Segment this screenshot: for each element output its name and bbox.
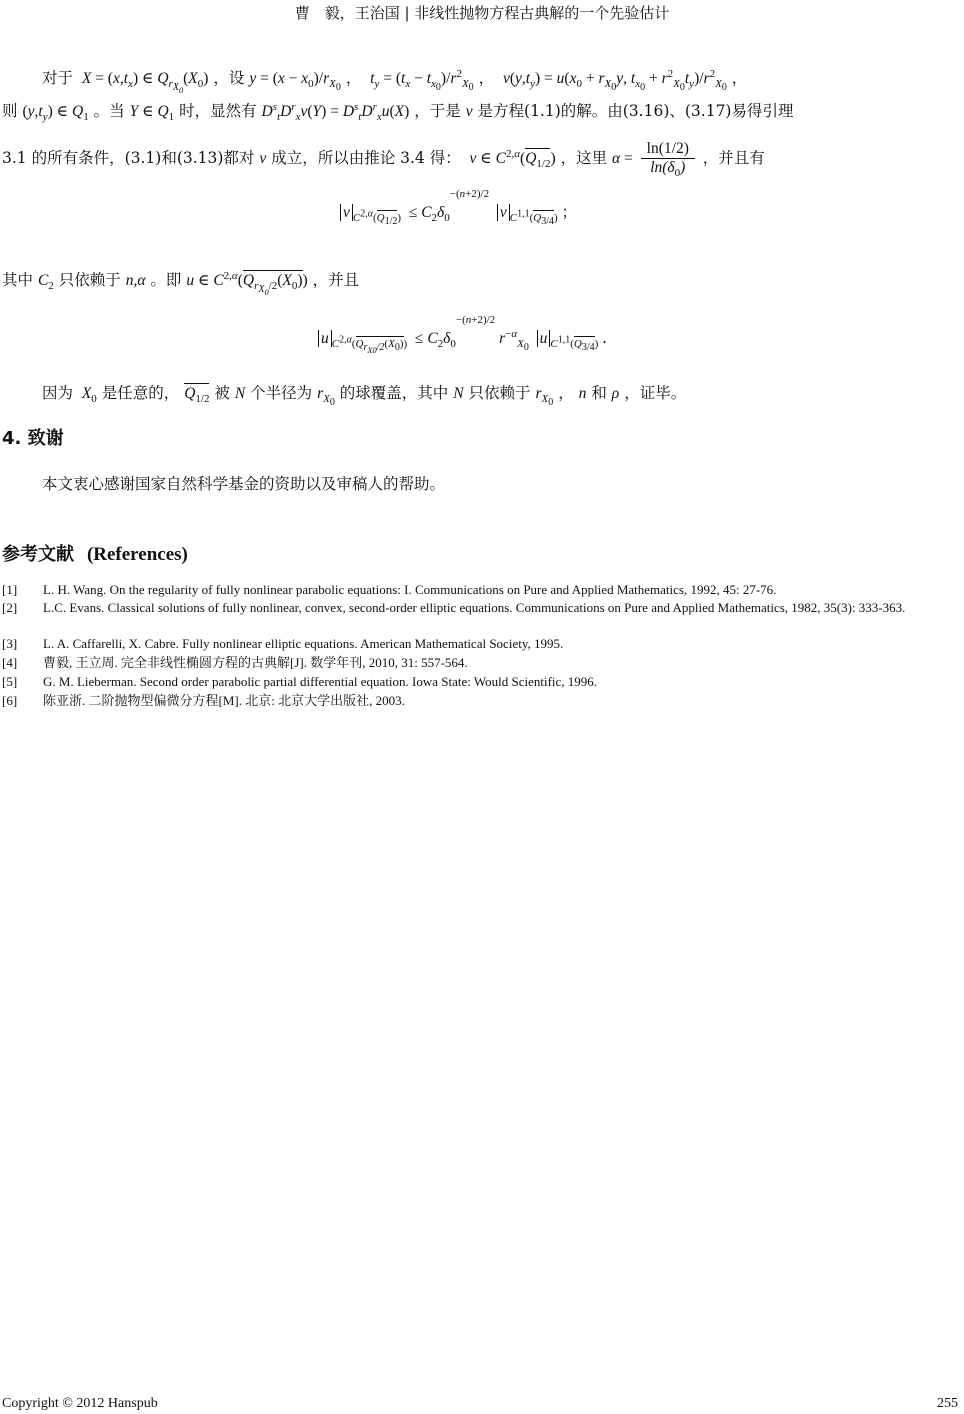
body-line-2: 则 $(y,t_y)$ ∈ $Q_1$ 。当 Y ∈ $Q_1$ 时，显然有 $D^s_tD^r_xv(Y) = D^s_tD^r_xu(X)$ ，于是 v 是方程(1.1)的解。由(3.16)、(3.17)易得引理 xyxy=(2,100,794,124)
formula-y-def: $y = (x - x_0)/r_{X_0}$ xyxy=(249,70,341,94)
formula-Y-in-Q1: Y ∈ $Q_1$ xyxy=(129,103,175,124)
formula-rX0-dep: $r_{X_0}$ xyxy=(535,385,554,409)
formula-u-in-holder: u ∈ $C^{2,\alpha}(Q_{r_{X_0}/2}(X_0))$ xyxy=(186,269,308,298)
body-line-1: 对于 $X = (x,t_x)$ ∈ $Q_{r_{X_0}}(X_0)$ ，设 $y = (x - x_0)/r_{X_0}$ ， $t_y = (t_x - t_{x_0})/r^2_{X_0}$ ， $v(y,t_y) = u(x_0 + r_{X_0}y$, $t_{x_0} + r^2_{X_0}t_y)/r^2_{X_0}$ ， xyxy=(42,67,748,96)
formula-Q-half: $Q_{1/2}$ xyxy=(184,385,210,406)
formula-derivative-relation: $D^s_tD^r_xv(Y) = D^s_tD^r_xu(X)$ xyxy=(261,100,410,124)
footer-copyright: Copyright © 2012 Hanspub xyxy=(2,1396,158,1411)
formula-C2: $C_2$ xyxy=(37,272,54,293)
references-list: [1] L. H. Wang. On the regularity of fully nonlinear parabolic equations: I. Communications on Pure and Applied Mathematics, 1992, 45: 27-76. [2] L.C. Evans. Classical solutions of fully nonlinear, convex, second-order elliptic equations. Communications on Pure and Applied Mathematics, 1982, 35(3): 333-363. [3] L. A. Caffarelli, X. Cabre. Fully nonlinear elliptic equations. American Mathematical Society, 1995. [4] 曹毅, 王立周. 完全非线性椭圆方程的古典解[J]. 数学年刊, 2010, 31: 557-564. [5] G. M. Lieberman. Second order parabolic partial differential equation. Iowa State: Would Scientific, 1996. [6] 陈亚浙. 二阶抛物型偏微分方程[M]. 北京: 北京大学出版社, 2003. xyxy=(2,582,906,708)
running-header: 曹 毅，王治国 | 非线性抛物方程古典解的一个先验估计 xyxy=(294,4,670,22)
formula-x-in-q: $X = (x,t_x)$ ∈ $Q_{r_{X_0}}(X_0)$ xyxy=(77,70,209,96)
section-4-heading: 4. 致谢 xyxy=(2,428,64,449)
formula-rX0-radius: $r_{X_0}$ xyxy=(317,385,335,409)
formula-n: n xyxy=(578,385,587,402)
references-heading: 参考文献 (References) xyxy=(2,544,188,565)
formula-n-alpha: n,α xyxy=(125,272,146,289)
formula-t-def: $t_y = (t_x - t_{x_0})/r^2_{X_0}$ xyxy=(366,67,474,94)
formula-X0: $X_0$ xyxy=(77,385,97,406)
body-line-5: 其中 $C_2$ 只依赖于 n,α 。即 u ∈ $C^{2,\alpha}(Q_{r_{X_0}/2}(X_0))$ ，并且 xyxy=(2,269,360,298)
footer-page-number: 255 xyxy=(937,1396,958,1411)
formula-alpha-def: α = $\frac{\ln(1/2)}{\ln(\delta_0)}$ xyxy=(612,150,703,167)
formula-y-in-q1: $(y,t_y)$ ∈ $Q_1$ xyxy=(22,103,89,124)
formula-rho: ρ xyxy=(611,385,620,402)
body-line-3: 3.1 的所有条件，(3.1)和(3.13)都对 v 成立，所以由推论 3.4 得： v ∈ $C^{2,\alpha}(Q_{1/2})$ ，这里 α = $\frac{\ln(1/2)}{\ln(\delta_0)}$ ，并且有 xyxy=(2,140,765,180)
body-line-7: 因为 $X_0$ 是任意的， $Q_{1/2}$ 被 N 个半径为 $r_{X_0}$ 的球覆盖，其中 N 只依赖于 $r_{X_0}$ ， n 和 ρ ，证毕。 xyxy=(42,384,687,409)
display-equation-1: v $_{C^{2,\alpha}(Q_{1/2})} \le C_2\delta_0^{-(n+2)/2}$ v $_{C^{1,1}(Q_{3/4})}$ ； xyxy=(340,200,577,227)
formula-v-in-holder: v ∈ $C^{2,\alpha}(Q_{1/2})$ xyxy=(465,147,556,171)
formula-v-def: $v(y,t_y) = u(x_0 + r_{X_0}y$, $t_{x_0} + r^2_{X_0}t_y)/r^2_{X_0}$ xyxy=(499,67,727,94)
acknowledgement-text: 本文衷心感谢国家自然科学基金的资助以及审稿人的帮助。 xyxy=(42,475,446,493)
display-equation-2: u $_{C^{2,\alpha}(Q_{r_{X0}/2}(X_0))} \le C_2\delta_0^{-(n+2)/2}$ $r^{-\alpha}_{X_0}$ u $_{C^{1,1}(Q_{3/4})}$ . xyxy=(318,328,607,355)
formula-N-dep: N xyxy=(453,385,464,402)
